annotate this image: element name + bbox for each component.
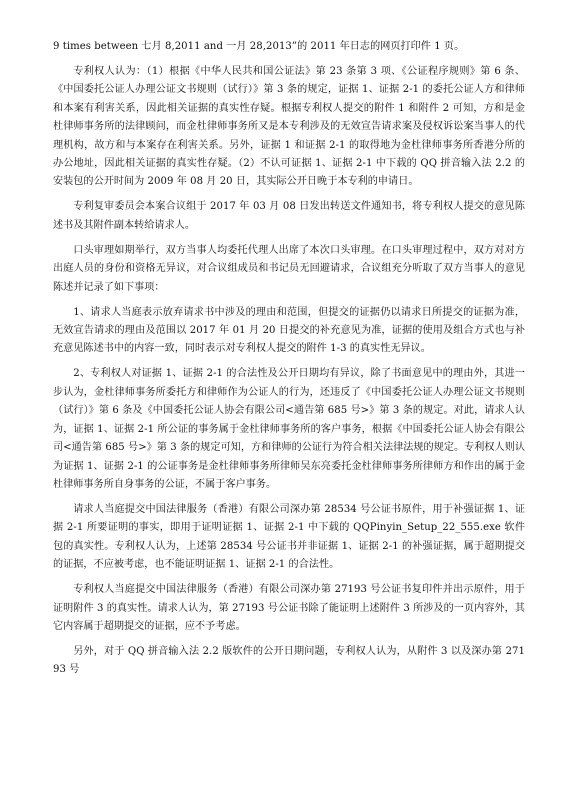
- paragraph-transfer-notice: 专利复审委员会本案合议组于 2017 年 03 月 08 日发出转送文件通知书，将专利权人提交的意见陈述书及其附件副本转给请求人。: [53, 201, 525, 231]
- paragraph-notarial-27193: 专利权人当庭提交中国法律服务（香港）有限公司深办第 27193 号公证书复印件并出示原件，用于证明附件 3 的真实性。请求人认为，第 27193 号公证书除了能证明上述附件 3 所涉及的一页内容外，其它内容属于超期提交的证据，应不予考虑。: [53, 584, 525, 632]
- paragraph-item-2: 2、专利权人对证据 1、证据 2-1 的合法性及公开日期均有异议，除了书面意见中的理由外，其进一步认为，金杜律师事务所委托方和律师作为公证人的行为，还违反了《中国委托公证人办理公证文书规则（试行）》第 6 条及《中国委托公证人协会有限公司<通告第 685 号>》第 3 条的规定。对此，请求人认为，证据 1、证据 2-1 所公证的事务属于金杜律师事务所的客户事务，根据《中国委托公证人协会有限公司<通告第 685 号>》第 3 条的规定可知，方和律师的公证行为符合相关法律法规的规定。专利权人则认为证据 1、证据 2-1 的公证事务是金杜律师事务所律师吴东亮委托金杜律师事务所律师方和作出的属于金杜律师事务所自身事务的公证，不属于客户事务。: [53, 368, 525, 490]
- paragraph-patentee-opinion: 专利权人认为：（1）根据《中华人民共和国公证法》第 23 条第 3 项、《公证程序规则》第 6 条、《中国委托公证人办理公证文书规则（试行）》第 3 条的规定，证据 1、证据 2-1 的委托公证人方和律师和本案有利害关系，因此相关证据的真实性存疑。根据专利权人提交的附件 1 和附件 2 可知，方和是金杜律师事务所的法律顾问，而金杜律师事务所又是本专利涉及的无效宣告请求案及侵权诉讼案当事人的代理机构，故方和与本案存在利害关系。另外，证据 1 和证据 2-1 的取得地为金杜律师事务所香港分所的办公地址，因此相关证据的真实性存疑。（2）不认可证据 1、证据 2-1 中下载的 QQ 拼音输入法 2.2 的安装包的公开时间为 2009 年 08 月 20 日，其实际公开日晚于本专利的申请日。: [53, 66, 525, 188]
- paragraph-publication-date: 另外，对于 QQ 拼音输入法 2.2 版软件的公开日期问题，专利权人认为，从附件 3 以及深办第 27193 号: [53, 645, 525, 676]
- paragraph-notarial-28534: 请求人当庭提交中国法律服务（香港）有限公司深办第 28534 号公证书原件，用于补强证据 1、证据 2-1 所要证明的事实，即用于证明证据 1、证据 2-1 中下载的 QQPinyin_Setup_22_555.exe 软件包的真实性。专利权人认为，上述第 28534 号公证书并非证据 1、证据 2-1 的补强证据，属于超期提交的证据，不应被考虑，也不能证明证据 1、证据 2-1 的合法性。: [53, 503, 525, 571]
- paragraph-oral-hearing: 口头审理如期举行，双方当事人均委托代理人出席了本次口头审理。在口头审理过程中，双方对对方出庭人员的身份和资格无异议，对合议组成员和书记员无回避请求，合议组充分听取了双方当事人的意见陈述并记录了如下事项：: [53, 244, 525, 293]
- paragraph-item-1: 1、请求人当庭表示放弃请求书中涉及的理由和范围，但提交的证据仍以请求日所提交的证据为准，无效宣告请求的理由及范围以 2017 年 01 月 20 日提交的补充意见为准，证据的使用及组合方式也与补充意见陈述书中的内容一致，同时表示对专利权人提交的附件 1-3 的真实性无异议。: [53, 306, 525, 355]
- paragraph-log-printout: 9 times between 七月 8,2011 and 一月 28,2013”的 2011 年日志的网页打印件 1 页。: [53, 41, 465, 52]
